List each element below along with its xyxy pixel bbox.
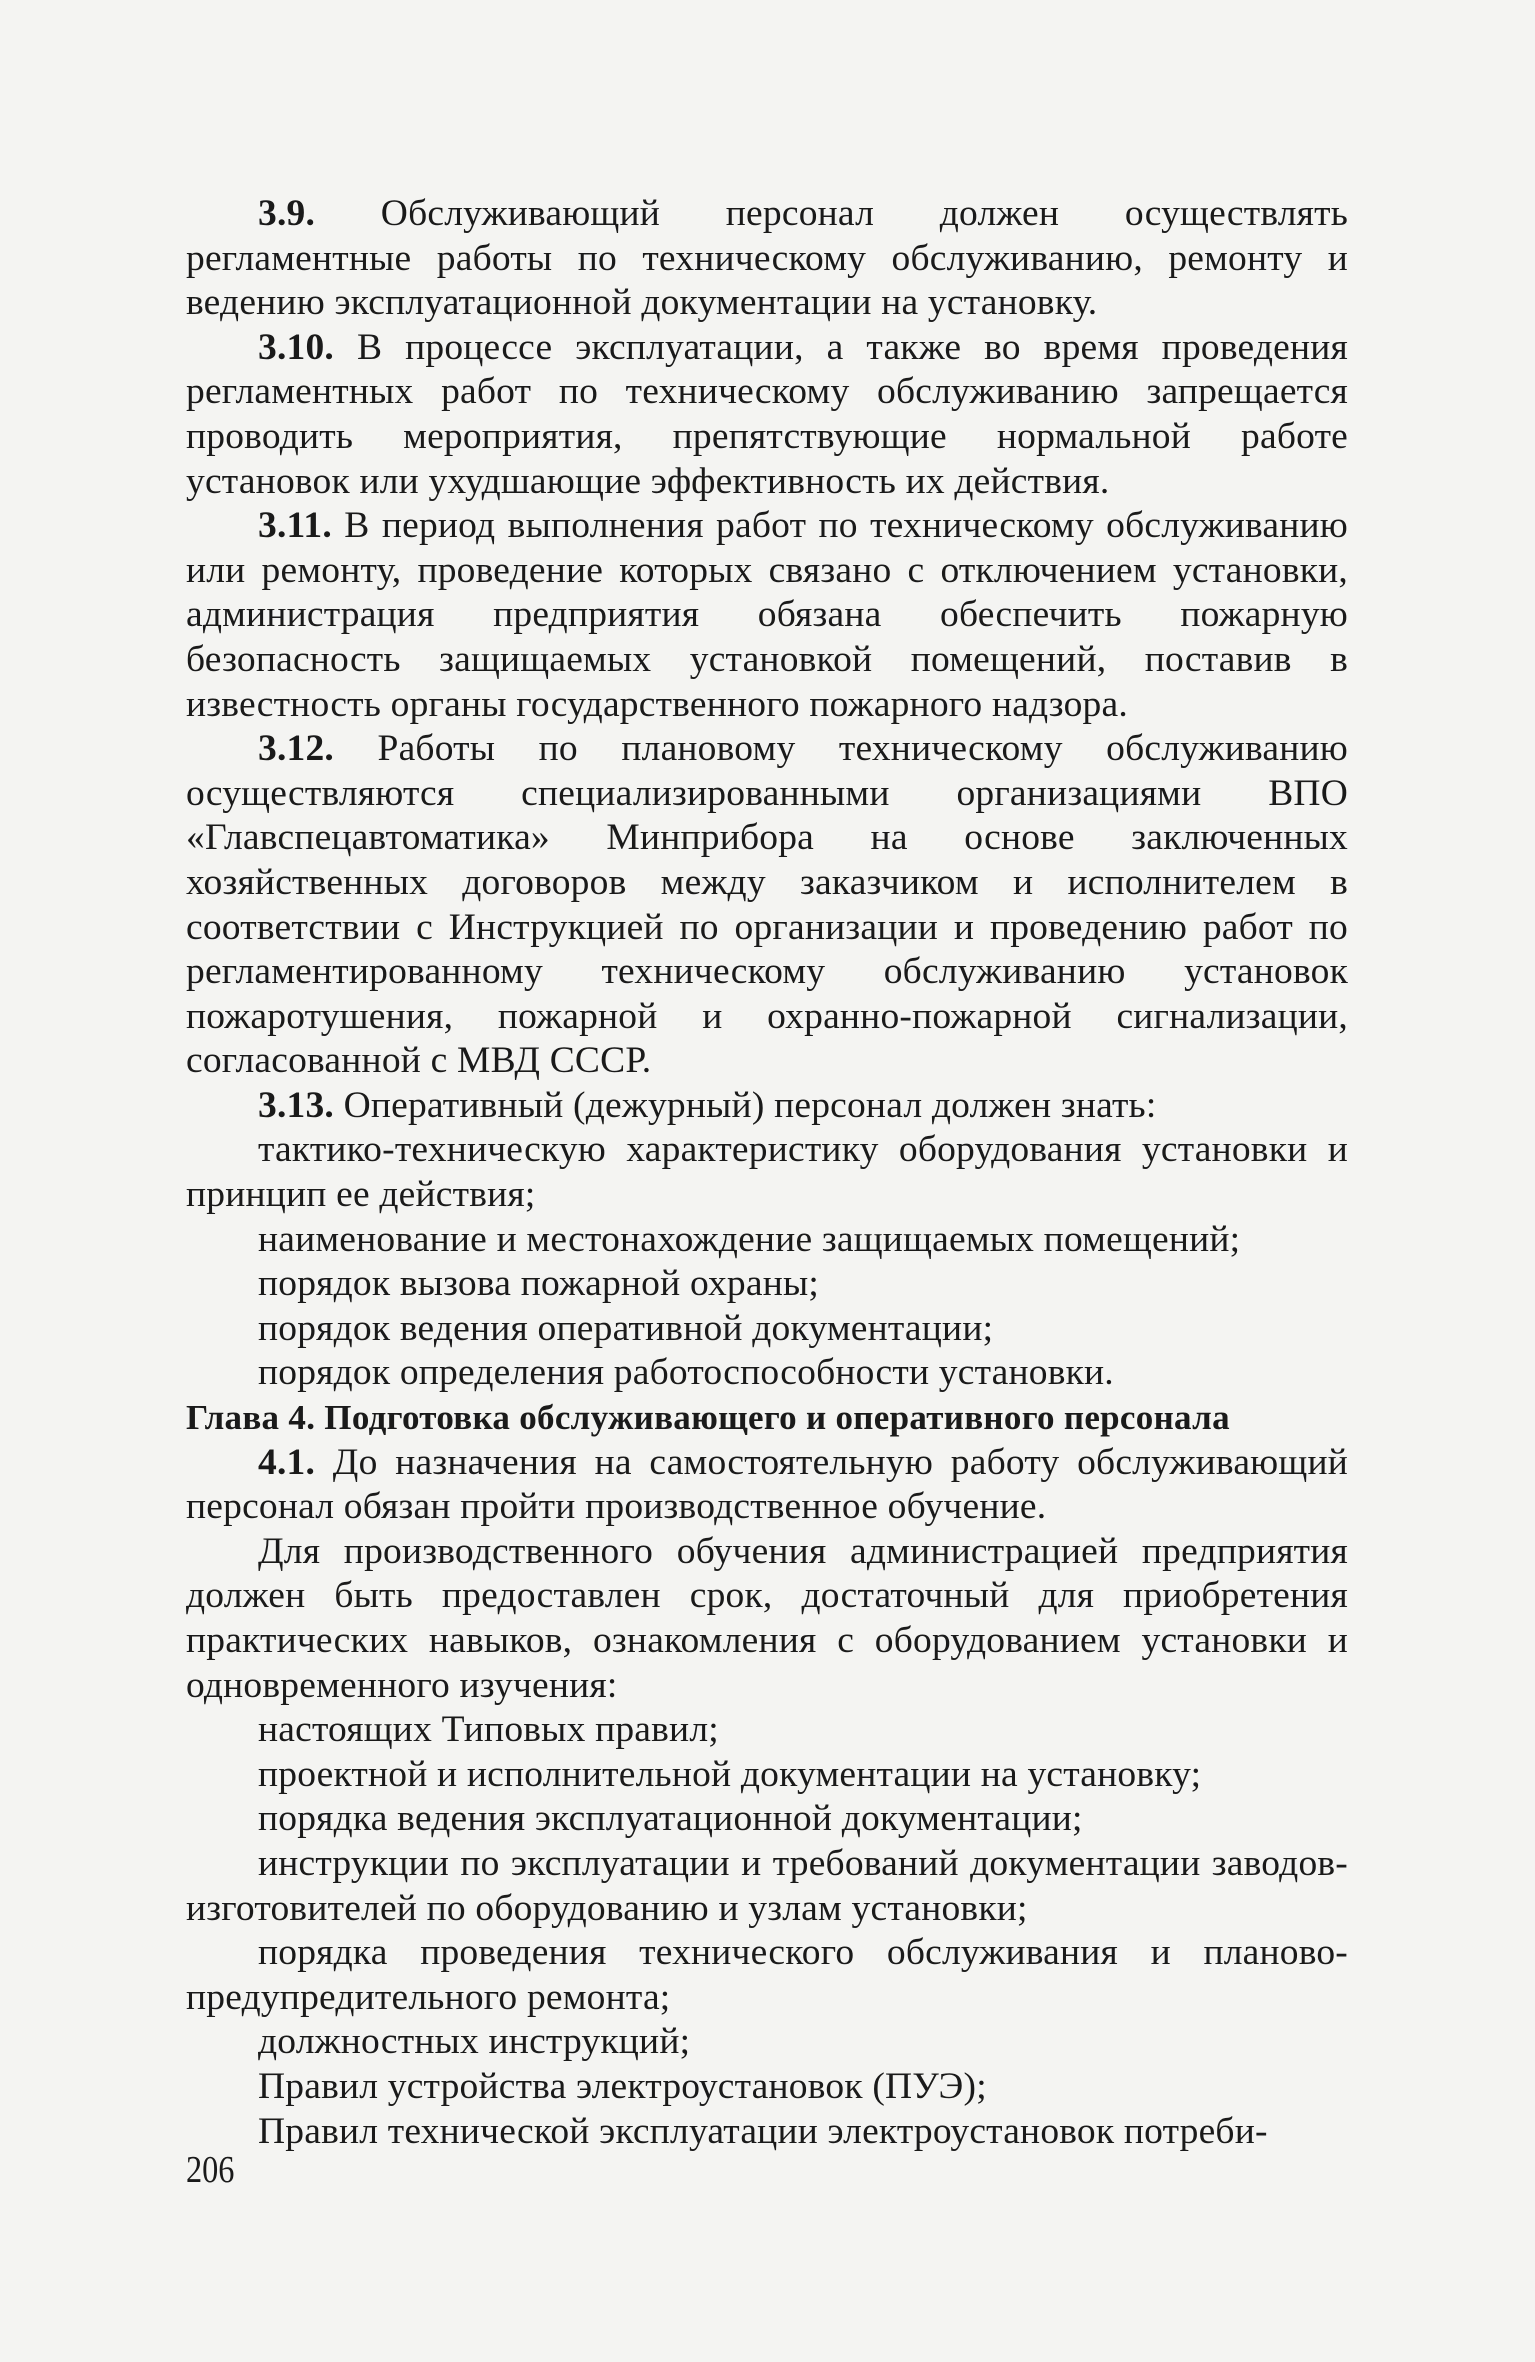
list-item: Правил устройства электроустановок (ПУЭ); <box>258 2065 987 2107</box>
list-item: инструкции по эксплуатации и требований документации заводов-изготовителей по оборудованию и узлам установки; <box>186 1842 1348 1929</box>
page-number: 206 <box>186 2149 235 2191</box>
paragraph-3-10 <box>186 326 1348 504</box>
list-item: Правил технической эксплуатации электроустановок потреби- <box>258 2110 1268 2152</box>
chapter-heading: Глава 4. Подготовка обслуживающего и оперативного персонала <box>186 1398 1230 1438</box>
document-page <box>186 192 1348 2154</box>
paragraph-text: Оперативный (дежурный) персонал должен знать: <box>334 1084 1157 1126</box>
paragraph-text: В период выполнения работ по техническому обслуживанию или ремонту, проведение которых связано с отключением установки, администрация предприятия обязана обеспечить пожарную безопасность защищаемых установкой помещений, поставив в известность органы государственного пожарного надзора. <box>186 505 1348 725</box>
paragraph-number: 4.1. <box>258 1441 316 1483</box>
paragraph-number: 3.11. <box>258 505 332 547</box>
paragraph-number: 3.12. <box>258 728 334 770</box>
list-item: порядок определения работоспособности установки. <box>258 1352 1114 1394</box>
paragraph-4-1 <box>186 1441 1348 1530</box>
list-item: проектной и исполнительной документации на установку; <box>258 1753 1202 1795</box>
list-item: настоящих Типовых правил; <box>258 1709 719 1751</box>
paragraph-3-9 <box>186 192 1348 326</box>
paragraph-number: 3.9. <box>258 193 316 234</box>
list-item: тактико-техническую характеристику оборудования установки и принцип ее действия; <box>186 1129 1348 1216</box>
paragraph-3-12 <box>186 727 1348 1084</box>
list-item: порядок ведения оперативной документации; <box>258 1307 994 1349</box>
paragraph-3-13 <box>186 1084 1348 1129</box>
list-item: порядка ведения эксплуатационной документации; <box>258 1798 1083 1840</box>
list-item: порядок вызова пожарной охраны; <box>258 1263 820 1305</box>
list-item: наименование и местонахождение защищаемых помещений; <box>258 1218 1241 1260</box>
paragraph-training: Для производственного обучения администрацией предприятия должен быть предоставлен срок, достаточный для приобретения практических навыков, ознакомления с оборудованием установки и одновременного изучения: <box>186 1530 1348 1706</box>
list-item: порядка проведения технического обслуживания и планово-предупредительного ремонта; <box>186 1932 1348 2018</box>
paragraph-number: 3.10. <box>258 326 334 368</box>
paragraph-text: В процессе эксплуатации, а также во время проведения регламентных работ по техническому обслуживанию запрещается проводить мероприятия, препятствующие нормальной работе установок или ухудшающие эффективность их действия. <box>186 326 1348 502</box>
list-item: должностных инструкций; <box>258 2021 691 2063</box>
paragraph-text: Обслуживающий персонал должен осуществлять регламентные работы по техническому обслуживанию, ремонту и ведению эксплуатационной документации на установку. <box>186 193 1348 324</box>
paragraph-3-11 <box>186 504 1348 727</box>
paragraph-text: До назначения на самостоятельную работу обслуживающий персонал обязан пройти производственное обучение. <box>186 1441 1348 1528</box>
paragraph-text: Работы по плановому техническому обслуживанию осуществляются специализированными организациями ВПО «Главспецавтоматика» Минприбора на основе заключенных хозяйственных договоров между заказчиком и исполнителем в соответствии с Инструкцией по организации и проведению работ по регламентированному техническому обслуживанию установок пожаротушения, пожарной и охранно-пожарной сигнализации, согласованной с МВД СССР. <box>186 728 1348 1082</box>
paragraph-number: 3.13. <box>258 1084 334 1126</box>
